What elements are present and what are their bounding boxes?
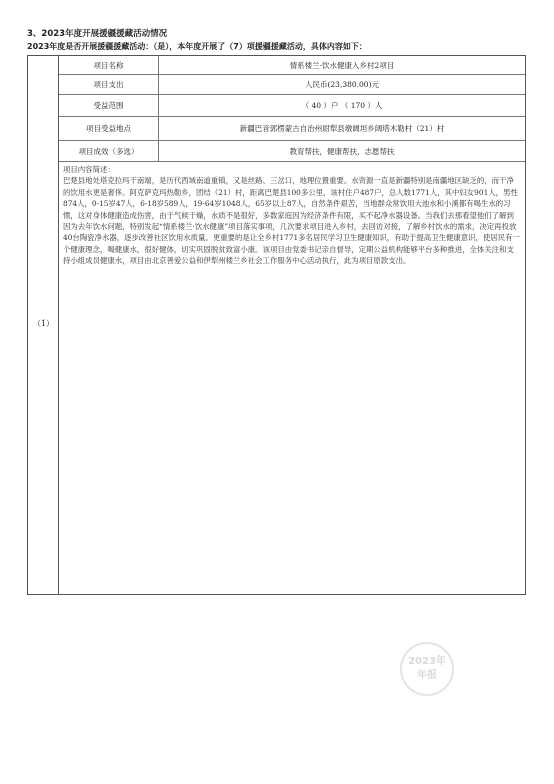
watermark-line2: 年报 (417, 670, 437, 681)
description-body: 巴楚县地处塔克拉玛干南端，是历代西域南道重镇，又是丝路、三岔口，地理位置重要。水资源一直是新疆特别是南疆地区缺乏的，而干净的饮用水更是奢侈。阿克萨克玛热勒乡，团结（21）村，距离巴楚县100多公里，该村住户487户，总人数1771人，其中妇女901人，男性874人，0-15岁47人，6-18岁589人，19-64岁1048人，65岁以上87人，自然条件艰苦，当地群众常饮用大池水和小溪都有喝生水的习惯，这对身体健康造成伤害，由于气候干燥，水质不是很好，多数家庭因为经济条件有限，买不起净水器设备。当我们去那看望他们了解到因为去年饮水问题，特别发起“情系楼兰·饮水健康”项目落实事项，几次要求项目进入乡村，去回访对接，了解乡村饮水的需求，决定再投放40台陶瓷净水器，逐步改善社区饮用水质量。更重要的是让全乡村1771多名居民学习卫生健康知识，有助于提高卫生健康意识，使居民有一个健康理念，喝健康水，很好健体，切实巩固脱贫致富小康。该项目由党委书记亲自督导，定期公益机构能够平台多种推进，全体关注和支持小组成员健康水，项目由北京善爱公益和伊犁州楼兰乡社会工作服务中心活动执行，此为项目原款支出。 (63, 176, 520, 266)
section-title: 3、2023年度开展援疆援藏活动情况 (27, 29, 168, 39)
field-row-location (59, 117, 525, 141)
description-heading: 项目内容简述： (63, 165, 115, 174)
field-label: 项目成效（多选） (59, 141, 159, 161)
field-row-project-name (59, 56, 525, 75)
field-row-beneficiaries (59, 95, 525, 117)
project-description (59, 162, 525, 594)
row-number: （1） (32, 319, 55, 328)
annual-report-watermark (400, 642, 454, 696)
field-value: 人民币(23,380.00)元 (304, 80, 380, 89)
field-value: （ 40 ）户 （ 170 ）人 (301, 101, 383, 110)
field-value: 新疆巴音郭楞蒙古自治州尉犁县墩阔坦乡阔塔木勒村（21）村 (239, 124, 445, 133)
field-value: 教育帮扶，健康帮扶，志愿帮扶 (289, 146, 395, 156)
field-label: 项目名称 (59, 56, 159, 74)
field-label: 项目受益地点 (59, 117, 159, 140)
field-row-expenditure (59, 75, 525, 95)
activity-table (27, 55, 526, 595)
row-number-column (28, 56, 59, 594)
intro-line: 2023年度是否开展援疆援藏活动：（是），本年度开展了（7）项援疆援藏活动，具体内容如下： (27, 42, 367, 51)
field-row-outcome (59, 141, 525, 162)
watermark-line1: 2023年 (408, 656, 446, 667)
field-label: 项目支出 (59, 75, 159, 94)
field-label: 受益范围 (59, 95, 159, 116)
field-value: 情系楼兰·饮水健康入乡村2项目 (289, 60, 395, 70)
